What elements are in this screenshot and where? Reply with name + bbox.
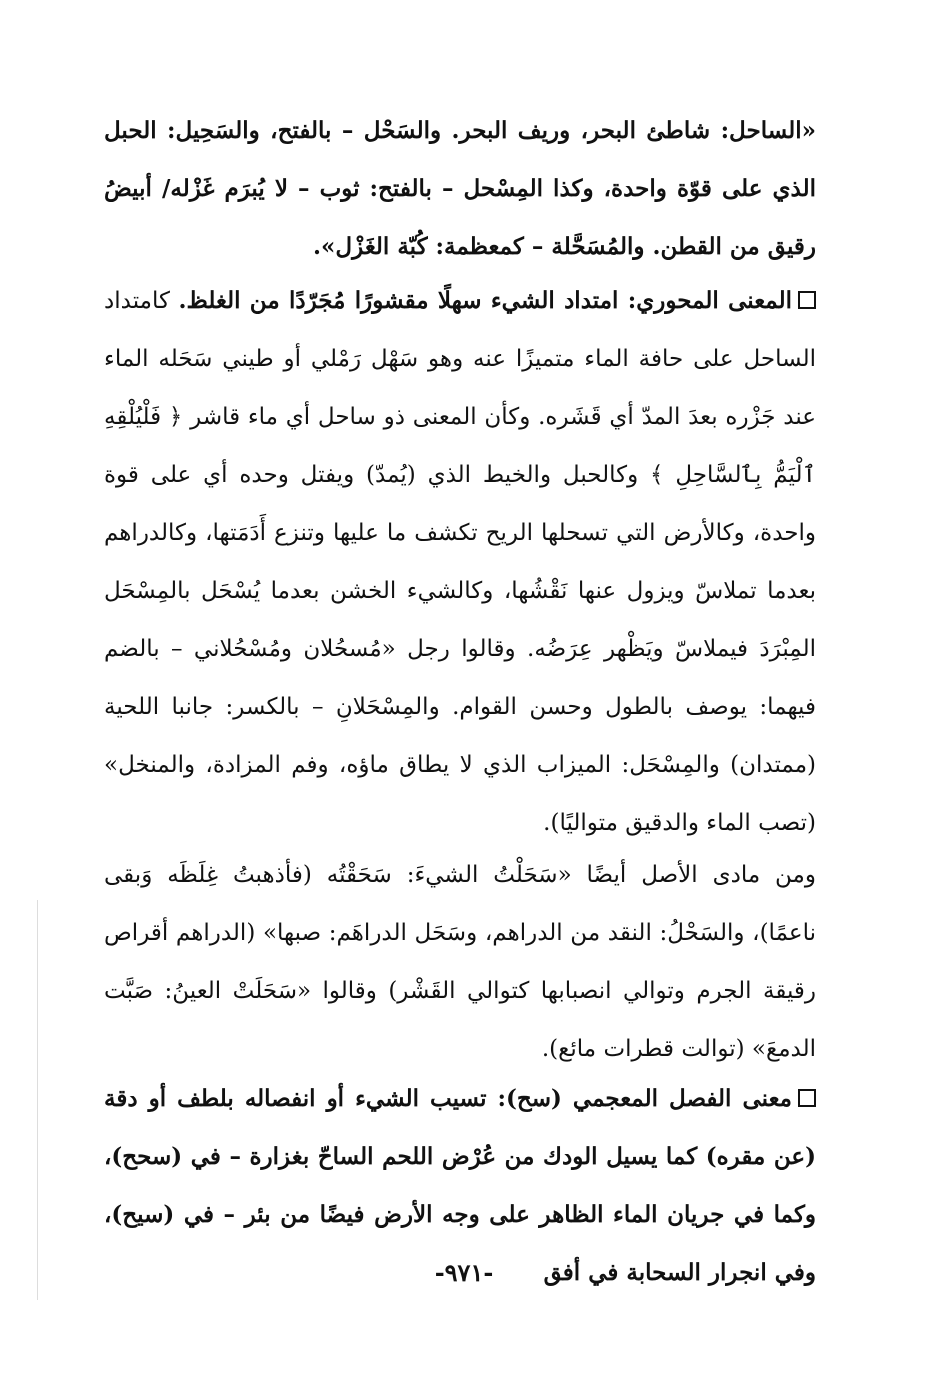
paragraph-core-meaning (104, 272, 816, 852)
lexical-section-text: تسيب الشيء أو انفصاله بلطف أو دقة (عن مقره) كما يسيل الودك من عُرْض اللحم الساحّ بغزارة – في (سحح)، وكما في جريان الماء الظاهر على وجه الأرض فيضًا من بئر – في (سيح)، وفي انجرار السحابة في أفق (104, 1085, 816, 1286)
lexical-section-heading: معنى الفصل المعجمي (سح): (497, 1085, 792, 1112)
scan-margin-line (37, 900, 38, 1300)
paragraph-root-materials (104, 846, 816, 1078)
root-materials-text: ومن مادى الأصل أيضًا «سَحَلْتُ الشيءَ: سَحَقْتُه (فأذهبتُ غِلَظَه وَبقى ناعمًا)، والسَحْلُ: النقد من الدراهم، وسَحَل الدراهَم: صبها» (الدراهم أقراص رقيقة الجرم وتوالي انصبابها كتوالي القَشْر) وقالوا «سَحَلَتْ العينُ: صَبَّت الدمعَ» (توالت قطرات مائع). (104, 862, 816, 1062)
core-meaning-heading: المعنى المحوري: (627, 287, 792, 314)
page-number: -٩٧١- (434, 1258, 494, 1287)
paragraph-definition (104, 102, 816, 276)
paragraph-definition-text: «الساحل: شاطئ البحر، وريف البحر. والسَحْل – بالفتح، والسَحِيل: الحبل الذي على قوّة واحدة، وكذا المِسْحل – بالفتح: ثوب – لا يُبرَم غَزْله/ أبيضُ رقيق من القطن. والمُسَحَّلة – كمعظمة: كُبّة الغَزْل». (104, 117, 816, 260)
core-meaning-summary: امتداد الشيء سهلًا مقشورًا مُجَرّدًا من الغلظ. (178, 287, 628, 314)
core-meaning-text: كامتداد الساحل على حافة الماء متميزًا عنه وهو سَهْل رَمْلي أو طيني سَحَله الماء عند جَزْره بعدَ المدّ أي قَشَره. وكأن المعنى ذو ساحل أي ماء قاشر ﴿ فَلْيُلْقِهِ ٱلْيَمُّ بِٱلسَّاحِلِ ﴾ وكالحبل والخيط الذي (يُمدّ) ويفتل وحده أي على قوة واحدة، وكالأرض التي تسحلها الريح تكشف ما عليها وتنزع أَدَمَتها، وكالدراهم بعدما تملاسّ ويزول عنها نَقْشُها، وكالشيء الخشن بعدما يُسْحَل بالمِسْحَل المِبْرَدَ فيملاسّ ويَظْهر عِرَضُه. وقالوا رجل «مُسحُلان ومُسْحُلاني – بالضم فيهما: يوصف بالطول وحسن القوام. والمِسْحَلانِ – بالكسر: جانبا اللحية (ممتدان) والمِسْحَل: الميزاب الذي لا يطاق ماؤه، وفم المزادة، والمنخل» (تصب الماء والدقيق متواليًا). (104, 288, 816, 836)
square-bullet-icon (798, 291, 816, 309)
square-bullet-icon (798, 1089, 816, 1107)
